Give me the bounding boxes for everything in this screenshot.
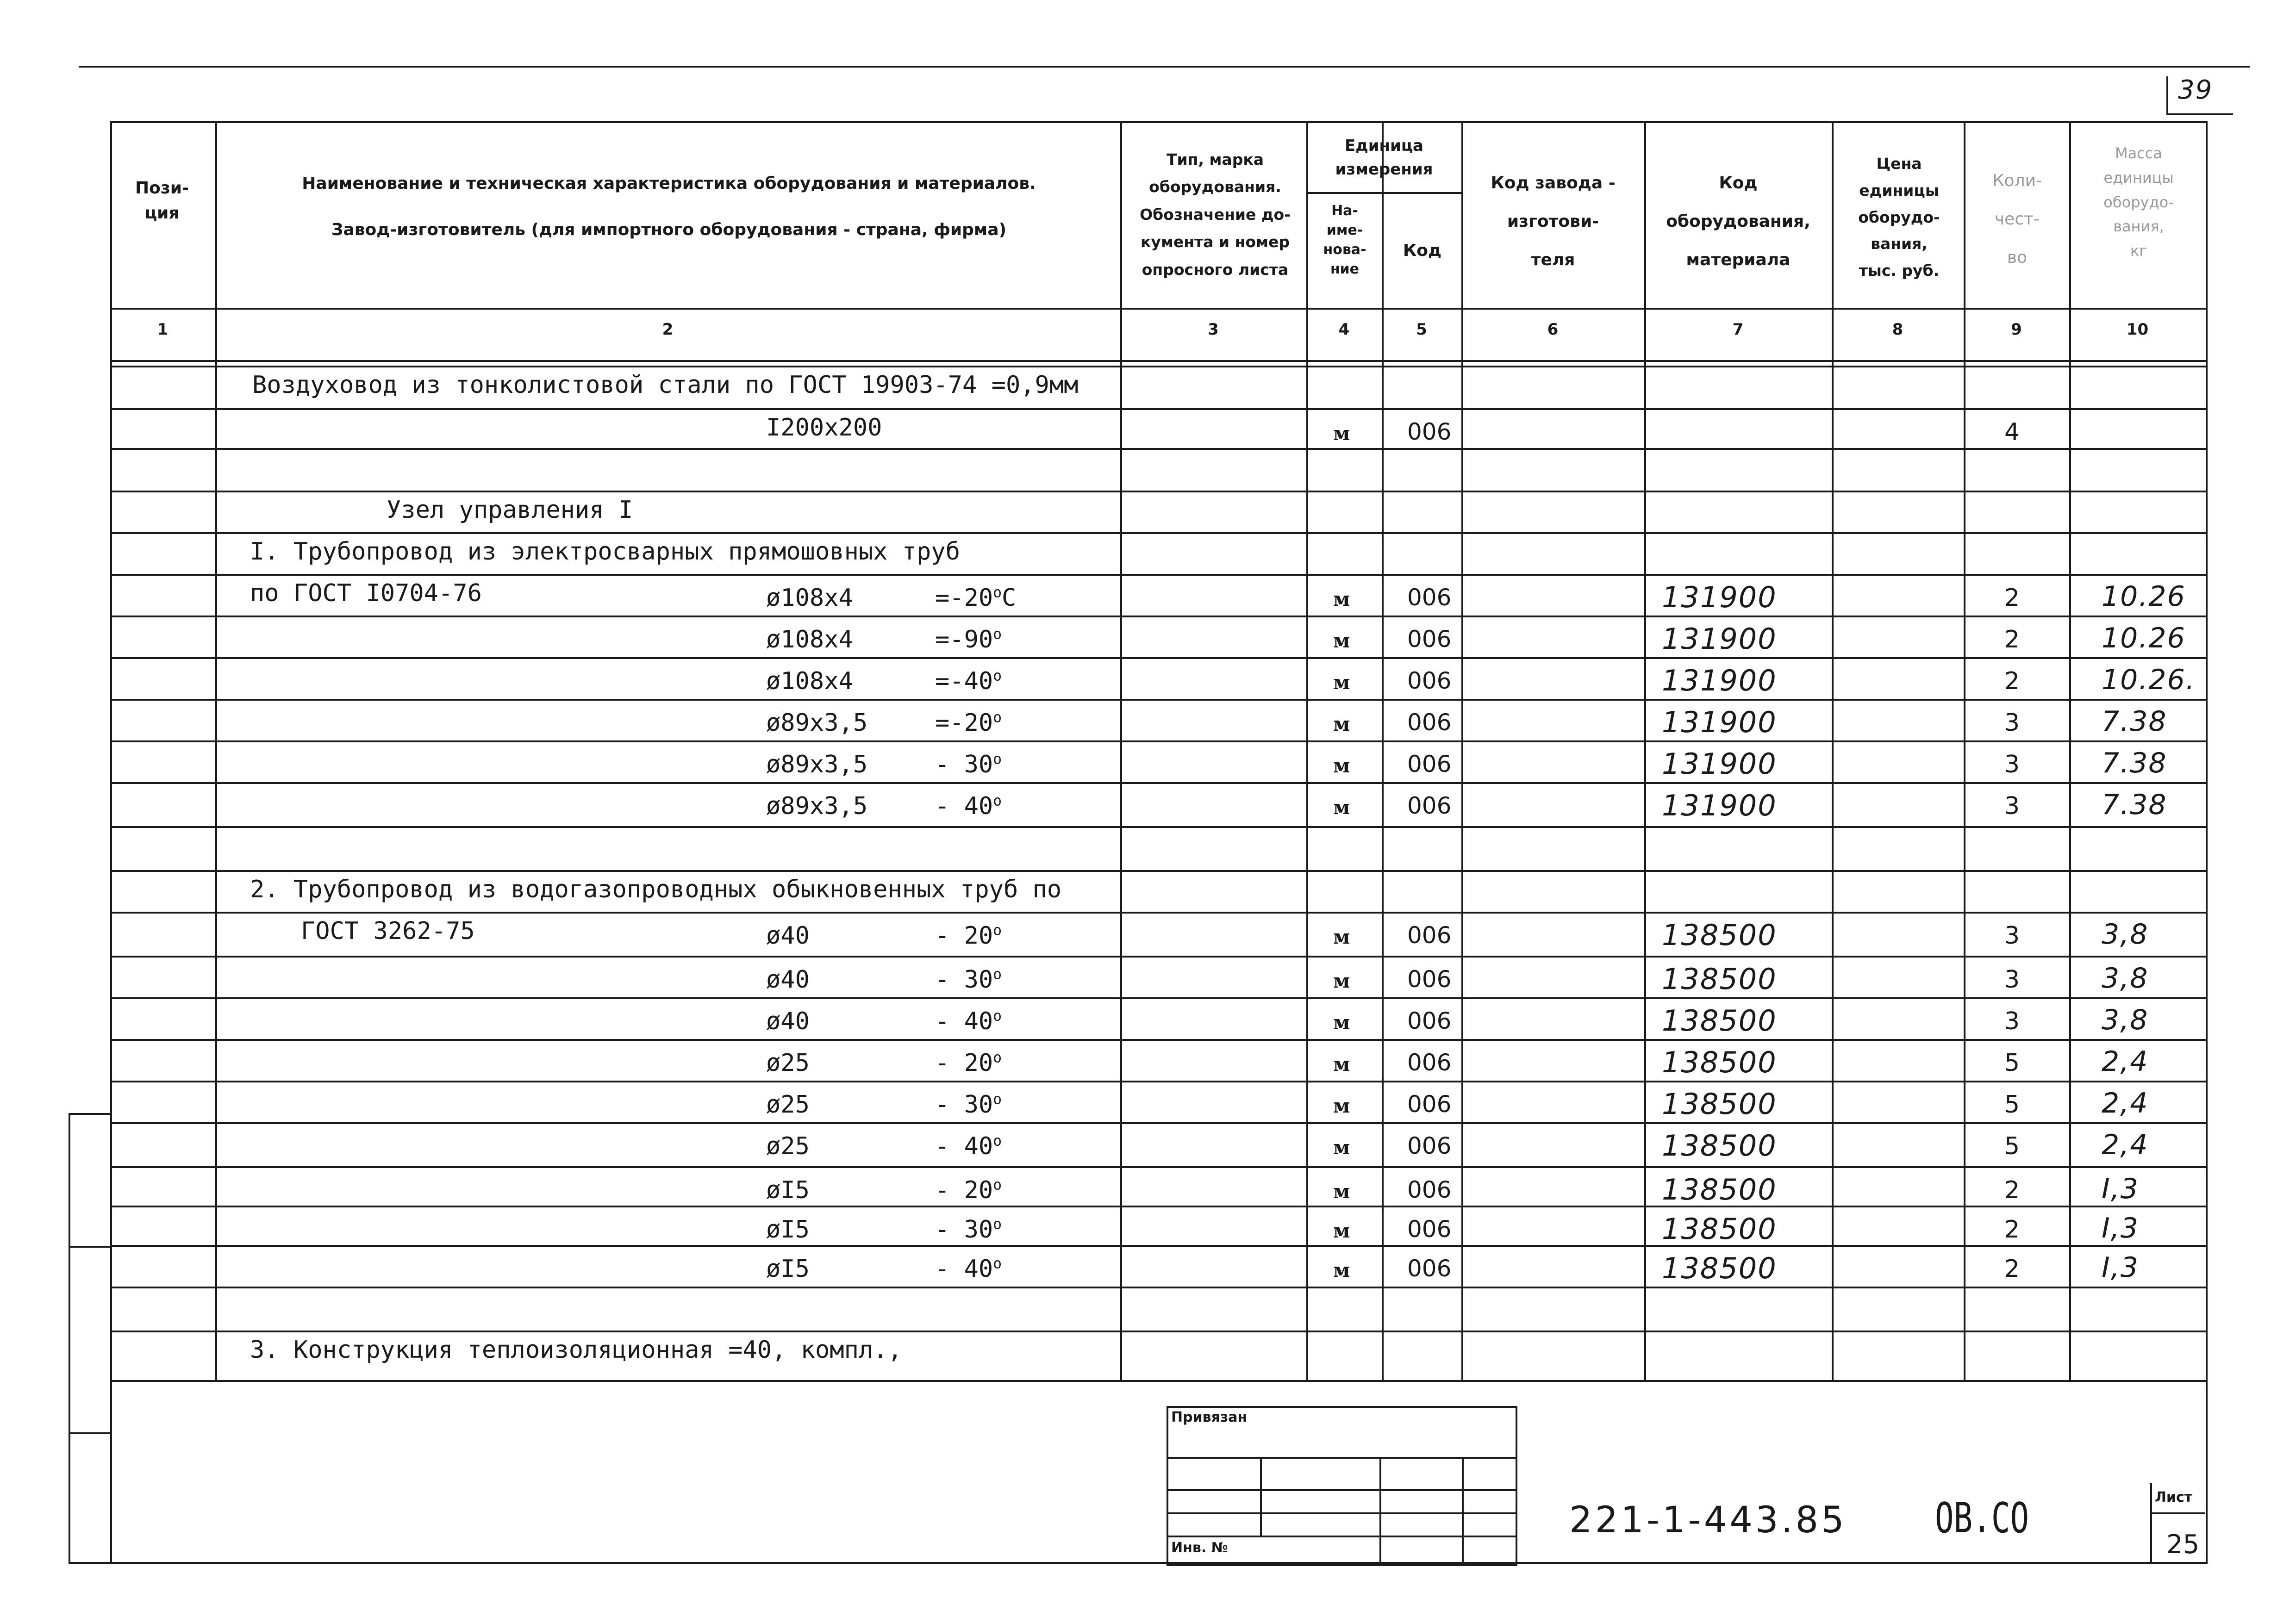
row-quantity: 3 [2004, 792, 2020, 820]
row-temperature [935, 792, 1002, 820]
header-unit-name: На- име- нова- ние [1323, 203, 1366, 277]
table-row-line [110, 699, 2208, 701]
row-name: Узел управления I [387, 496, 633, 524]
row-dimension: øI5 [766, 1255, 810, 1283]
temperature-value: - 30 [935, 1216, 993, 1244]
temperature-value: - 40 [935, 1007, 993, 1035]
sheet-label: Лист [2155, 1489, 2193, 1505]
row-name: по ГОСТ I0704-76 [250, 579, 482, 607]
table-column-line [1382, 121, 1384, 1380]
table-column-line [1461, 121, 1463, 1380]
stamp-line [1260, 1457, 1262, 1536]
row-unit-code: 006 [1407, 922, 1452, 949]
row-unit: м [1333, 1259, 1350, 1281]
degree-sign: o [993, 584, 1002, 601]
temperature-value: - 30 [935, 751, 993, 778]
row-dimension: ø40 [766, 1007, 810, 1035]
row-mass: 3,8 [2102, 918, 2149, 951]
sheet-line [2150, 1512, 2205, 1514]
column-number: 8 [1892, 320, 1903, 339]
row-temperature [935, 922, 1002, 950]
frame-bottom [110, 1562, 2208, 1564]
document-code: 221-1-443.85 [1569, 1499, 1847, 1541]
row-dimension: ø25 [766, 1091, 810, 1119]
row-temperature [935, 1091, 1002, 1119]
temperature-value: =-20 [935, 709, 993, 737]
row-unit: м [1333, 588, 1350, 610]
row-mass: 2,4 [2102, 1045, 2149, 1078]
temperature-value: - 20 [935, 922, 993, 950]
header-quantity: Коли- чест- во [1992, 171, 2042, 267]
row-dimension: ø40 [766, 922, 810, 950]
table-row-line [110, 448, 2208, 450]
row-unit: м [1333, 754, 1350, 777]
table-bottom-line [110, 1380, 2208, 1382]
degree-sign: o [993, 1049, 1002, 1066]
row-unit-code: 006 [1407, 1176, 1452, 1203]
degree-sign: o [993, 1216, 1002, 1233]
row-mass: 3,8 [2102, 962, 2149, 995]
row-quantity: 3 [2004, 1007, 2020, 1035]
table-column-line [2206, 121, 2208, 1380]
row-quantity: 2 [2004, 626, 2020, 653]
row-mass: 7.38 [2102, 705, 2167, 738]
table-row-line [110, 912, 2208, 914]
row-dimension: ø108x4 [766, 584, 853, 612]
row-unit: м [1333, 796, 1350, 819]
row-material-code: 138500 [1662, 1129, 1777, 1163]
table-row-line [110, 870, 2208, 872]
number-row-line [110, 360, 2208, 362]
degree-sign: o [993, 667, 1002, 684]
binding-mark [69, 1113, 70, 1562]
row-dimension: ø40 [766, 966, 810, 994]
table-row-line [110, 491, 2208, 492]
table-row-line [110, 366, 2208, 367]
degree-sign: o [993, 1176, 1002, 1194]
row-quantity: 5 [2004, 1132, 2020, 1160]
row-unit-code: 006 [1407, 667, 1452, 694]
row-dimension: ø89x3,5 [766, 792, 868, 820]
row-temperature [935, 709, 1002, 737]
row-quantity: 5 [2004, 1049, 2020, 1077]
binding-mark [69, 1432, 110, 1434]
table-column-line [1644, 121, 1646, 1380]
document-mark: ОВ.СО [1935, 1494, 2029, 1542]
temperature-value: - 40 [935, 1255, 993, 1283]
header-material-code: Код оборудования, материала [1666, 174, 1810, 269]
degree-sign: o [993, 751, 1002, 768]
row-name: I. Трубопровод из электросварных прямошовных труб [250, 538, 961, 566]
top-rule [79, 66, 2250, 68]
row-unit-code: 006 [1407, 1049, 1452, 1076]
column-number: 2 [662, 320, 674, 339]
degree-sign: o [993, 922, 1002, 939]
row-unit-code: 006 [1407, 709, 1452, 736]
table-row-line [110, 408, 2208, 410]
stamp-inv-label: Инв. № [1171, 1540, 1228, 1556]
row-unit-code: 006 [1407, 751, 1452, 777]
column-number: 6 [1547, 320, 1559, 339]
table-row-line [110, 1039, 2208, 1041]
frame-left [110, 1380, 112, 1563]
unit-split-line [1306, 192, 1463, 194]
row-unit: м [1333, 1094, 1350, 1117]
table-row-line [110, 1081, 2208, 1082]
header-type: Тип, марка оборудования. Обозначение до- кумента и номер опросного листа [1140, 150, 1291, 279]
table-column-line [1120, 121, 1122, 1380]
row-unit: м [1333, 970, 1350, 992]
row-quantity: 3 [2004, 751, 2020, 778]
stamp-line [1462, 1457, 1464, 1563]
row-material-code: 138500 [1662, 1087, 1777, 1121]
row-unit: м [1333, 671, 1350, 694]
row-dimension: ø25 [766, 1049, 810, 1077]
column-number: 3 [1208, 320, 1219, 339]
row-quantity: 4 [2004, 418, 2020, 446]
row-quantity: 5 [2004, 1091, 2020, 1119]
header-position: Пози- ция [135, 179, 189, 223]
row-unit-code: 006 [1407, 584, 1452, 611]
table-column-line [110, 121, 112, 1380]
row-unit-code: 006 [1407, 1255, 1452, 1282]
header-mass: Масса единицы оборудо- вания, кг [2103, 144, 2174, 260]
row-mass: 2,4 [2102, 1087, 2149, 1119]
binding-mark [69, 1562, 110, 1564]
header-bottom-line [110, 308, 2208, 310]
row-unit-code: 006 [1407, 418, 1452, 445]
row-mass: 10.26 [2102, 622, 2186, 654]
row-mass: 7.38 [2102, 789, 2167, 821]
degree-sign: o [993, 626, 1002, 643]
header-unit: Единица измерения [1335, 137, 1433, 179]
row-dimension: ø108x4 [766, 667, 853, 695]
header-name-line1: Наименование и техническая характеристика оборудования и материалов. [302, 174, 1036, 193]
table-column-line [215, 121, 217, 1380]
column-number: 1 [157, 320, 168, 339]
table-row-line [110, 956, 2208, 958]
table-row-line [110, 657, 2208, 659]
row-material-code: 131900 [1662, 664, 1777, 697]
column-number: 10 [2126, 320, 2149, 339]
table-row-line [110, 1287, 2208, 1288]
row-unit-code: 006 [1407, 626, 1452, 653]
table-row-line [110, 1166, 2208, 1168]
row-quantity: 2 [2004, 1176, 2020, 1204]
row-temperature [935, 1049, 1002, 1077]
row-dimension: ø25 [766, 1132, 810, 1160]
row-material-code: 131900 [1662, 747, 1777, 781]
table-row-line [110, 740, 2208, 742]
row-quantity: 2 [2004, 584, 2020, 612]
row-temperature [935, 1007, 1002, 1035]
temperature-unit: C [1002, 584, 1017, 612]
row-temperature [935, 966, 1002, 994]
degree-sign: o [993, 1007, 1002, 1025]
temperature-value: - 30 [935, 1091, 993, 1119]
sheet-number: 25 [2166, 1530, 2200, 1560]
column-number: 5 [1416, 320, 1427, 339]
row-name: 2. Трубопровод из водогазопроводных обыкновенных труб по [250, 876, 1062, 903]
table-row-line [110, 574, 2208, 576]
row-unit: м [1333, 713, 1350, 735]
row-name: ГОСТ 3262-75 [301, 917, 475, 945]
row-material-code: 138500 [1662, 962, 1777, 996]
table-row-line [110, 1245, 2208, 1247]
frame-right [2206, 1380, 2208, 1563]
row-unit-code: 006 [1407, 792, 1452, 819]
row-dimension: ø108x4 [766, 626, 853, 653]
table-row-line [110, 1331, 2208, 1332]
row-temperature [935, 667, 1002, 695]
row-mass: I,3 [2102, 1173, 2139, 1205]
row-material-code: 138500 [1662, 1045, 1777, 1079]
table-row-line [110, 997, 2208, 999]
degree-sign: o [993, 709, 1002, 726]
binding-mark [69, 1246, 110, 1248]
degree-sign: o [993, 966, 1002, 983]
row-material-code: 131900 [1662, 622, 1777, 656]
column-number: 4 [1338, 320, 1350, 339]
row-name: I200x200 [766, 414, 882, 442]
row-unit: м [1333, 926, 1350, 948]
row-mass: 7.38 [2102, 747, 2167, 779]
row-unit-code: 006 [1407, 1091, 1452, 1118]
temperature-value: - 20 [935, 1176, 993, 1204]
degree-sign: o [993, 792, 1002, 809]
row-material-code: 138500 [1662, 1251, 1777, 1285]
table-row-line [110, 1206, 2208, 1207]
header-price: Цена единицы оборудо- вания, тыс. руб. [1858, 155, 1940, 280]
stamp-privyazan: Привязан [1171, 1409, 1248, 1425]
row-mass: 10.26. [2102, 664, 2196, 696]
stamp-line [1379, 1457, 1381, 1563]
row-quantity: 2 [2004, 667, 2020, 695]
row-unit-code: 006 [1407, 1216, 1452, 1243]
row-quantity: 3 [2004, 922, 2020, 950]
row-unit: м [1333, 1180, 1350, 1203]
row-mass: 2,4 [2102, 1129, 2149, 1161]
header-unit-code: Код [1403, 241, 1442, 260]
row-unit-code: 006 [1407, 1007, 1452, 1034]
table-row-line [110, 532, 2208, 534]
row-temperature [935, 751, 1002, 778]
row-material-code: 131900 [1662, 580, 1777, 614]
row-unit: м [1333, 1219, 1350, 1242]
row-name: Воздуховод из тонколистовой стали по ГОСТ 19903-74 =0,9мм [252, 371, 1079, 399]
table-row-line [110, 782, 2208, 784]
row-quantity: 2 [2004, 1216, 2020, 1244]
column-number: 9 [2011, 320, 2022, 339]
row-quantity: 2 [2004, 1255, 2020, 1283]
row-dimension: øI5 [766, 1216, 810, 1244]
row-unit-code: 006 [1407, 966, 1452, 993]
row-temperature [935, 584, 1016, 612]
row-mass: I,3 [2102, 1212, 2139, 1244]
column-number: 7 [1732, 320, 1744, 339]
table-row-line [110, 616, 2208, 617]
row-material-code: 138500 [1662, 1212, 1777, 1246]
table-column-line [1964, 121, 1965, 1380]
row-name: 3. Конструкция теплоизоляционная =40, компл., [250, 1336, 902, 1364]
row-mass: 3,8 [2102, 1004, 2149, 1036]
row-material-code: 131900 [1662, 705, 1777, 739]
page-number: 39 [2178, 75, 2213, 105]
row-material-code: 131900 [1662, 789, 1777, 822]
row-temperature [935, 626, 1002, 653]
degree-sign: o [993, 1255, 1002, 1272]
temperature-value: - 40 [935, 792, 993, 820]
temperature-value: - 40 [935, 1132, 993, 1160]
temperature-value: - 30 [935, 966, 993, 994]
row-temperature [935, 1132, 1002, 1160]
row-mass: I,3 [2102, 1251, 2139, 1284]
table-column-line [2069, 121, 2071, 1380]
header-name-line2: Завод-изготовитель (для импортного оборудования - страна, фирма) [331, 220, 1007, 239]
table-top-line [110, 121, 2208, 123]
temperature-value: =-20 [935, 584, 993, 612]
row-quantity: 3 [2004, 966, 2020, 994]
row-unit: м [1333, 1053, 1350, 1076]
row-unit-code: 006 [1407, 1132, 1452, 1159]
row-unit: м [1333, 1011, 1350, 1034]
table-row-line [110, 1122, 2208, 1124]
row-quantity: 3 [2004, 709, 2020, 737]
temperature-value: =-40 [935, 667, 993, 695]
binding-mark [69, 1113, 110, 1115]
row-unit: м [1333, 629, 1350, 652]
row-material-code: 138500 [1662, 1173, 1777, 1206]
row-dimension: øI5 [766, 1176, 810, 1204]
row-material-code: 138500 [1662, 918, 1777, 952]
degree-sign: o [993, 1091, 1002, 1108]
row-dimension: ø89x3,5 [766, 751, 868, 778]
temperature-value: - 20 [935, 1049, 993, 1077]
row-mass: 10.26 [2102, 580, 2186, 613]
row-temperature [935, 1255, 1002, 1283]
row-dimension: ø89x3,5 [766, 709, 868, 737]
degree-sign: o [993, 1132, 1002, 1150]
temperature-value: =-90 [935, 626, 993, 653]
row-unit: м [1333, 1136, 1350, 1159]
header-factory-code: Код завода - изготови- теля [1491, 174, 1616, 269]
row-temperature [935, 1176, 1002, 1204]
row-unit: м [1333, 422, 1350, 445]
row-temperature [935, 1216, 1002, 1244]
table-row-line [110, 826, 2208, 828]
table-column-line [1306, 121, 1308, 1380]
row-material-code: 138500 [1662, 1004, 1777, 1038]
table-column-line [1832, 121, 1834, 1380]
